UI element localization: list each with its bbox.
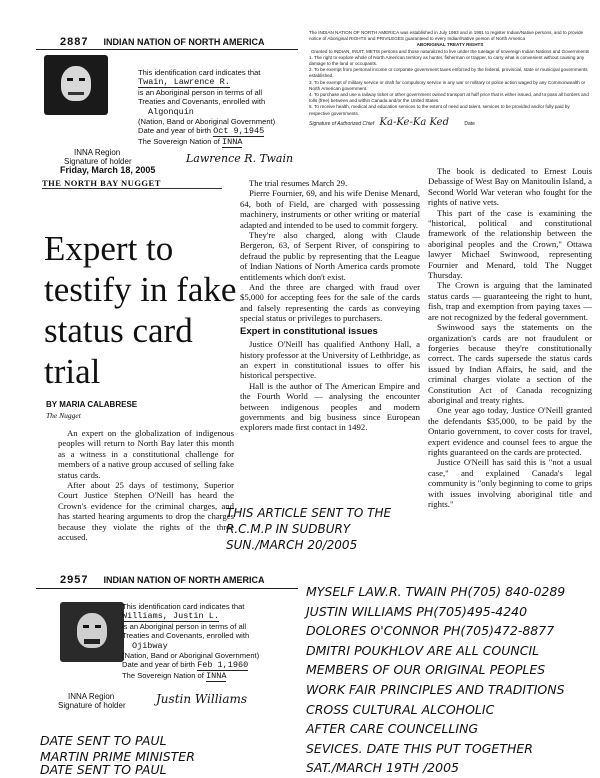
rights-item: 2. To be exempt from personal income or corporate government taxes enforced by the federal, provincial, state or municipal governments established. [309, 67, 588, 79]
paragraph: The book is dedicated to Ernest Louis Debassige of West Bay on Manitoulin Island, a Second World War veteran who fought for the rights of native vets. [428, 166, 592, 208]
rights-heading: ABORIGINAL TREATY RIGHTS [416, 42, 484, 48]
card-region: INNA Region [74, 148, 121, 157]
paragraph: Hall is the author of The American Empire and the Fourth World — analysing the encounter between indigenous peoples and modern governments and big business since European explorers made first contact in 1492. [240, 380, 420, 433]
holder-name: Twain, Lawrence R. [138, 77, 230, 88]
nation-caption: (Nation, Band or Aboriginal Government) [122, 651, 260, 661]
sovereign-label: The Sovereign Nation of [122, 670, 204, 680]
paragraph: The trial resumes March 29. [249, 178, 348, 188]
id-card-top [36, 30, 298, 165]
card-header [60, 574, 265, 586]
card-nation-title: INDIAN NATION OF NORTH AMERICA [103, 37, 265, 47]
paragraph: Pierre Fournier, 69, and his wife Denise Menard, 64, both of Field, are charged with possessing machinery, instruments or other writing or material adapted and intended to be used to commit forgery. [240, 188, 420, 230]
holder-signature: Justin Williams [156, 692, 248, 706]
paragraph: Justice O'Neill has said this is "not a usual case," and explained Canada's legal community is "only beginning to come to grips with issues involving aboriginal title and rights." [428, 457, 593, 509]
holder-nation: Ojibway [132, 640, 168, 651]
rights-item: 3. To be exempt of military service or draft for compulsory service in any war or military or police action waged by any Commonwealth or North American government. [309, 79, 586, 91]
holder-signature: Lawrence R. Twain [186, 152, 294, 165]
handwritten-bottom-note-2: DATE SENT TO PAUL [40, 762, 167, 777]
card-intro: This identification card indicates that [138, 68, 261, 77]
paragraph: After about 25 days of testimony, Superior Court Justice Stephen O'Neill has heard the Crown's evidence for the criminal charges, and has started hearing arguments to drop the charges because they violate the rights of the three accused. [58, 480, 234, 543]
card-region: INNA Region [68, 692, 115, 701]
newspaper-name: THE NORTH BAY NUGGET [42, 178, 222, 189]
card-line-treaties: Treaties and Covenants, enrolled with [138, 97, 266, 107]
card-header [60, 36, 265, 48]
paragraph: They're also charged, along with Claude Bergeron, 63, of Serpent River, of conspiring to defraud the public by representing that the League of Indian Nations of North America cards promote entitlements which don't exist. [240, 230, 420, 282]
rights-intro: The INDIAN NATION OF NORTH AMERICA was established in July 1993 and in 1991 to register Indian/Native persons, and to provide notice of Aboriginal RIGHTS and PRIVILEGES guaranteed to every Indian/Native person of North America [309, 30, 584, 42]
holder-sig-label: Signature of holder [58, 701, 126, 710]
holder-photo [44, 55, 108, 115]
holder-photo [60, 602, 124, 662]
handwritten-bottom-note: DATE SENT TO PAUL MARTIN PRIME MINISTER [40, 733, 195, 764]
nation-caption: (Nation, Band or Aboriginal Government) [138, 117, 276, 127]
rights-item: 1. The right to explore whole of North American territory as hunter, fisherman or trapper, to carry what is convenient without causing any damage to the land or occupants. [309, 54, 585, 67]
paragraph: Swinwood says the statements on the organization's cards are not fraudulent or forgeries because they're constitutionally correct. The cards supersede the status cards issued by Indian Affairs, he said, and the criminal charges violate a section of the Constitution Act of Canada recognizing aboriginal and treaty rights. [428, 322, 592, 405]
dob-label: Date and year of birth [138, 126, 212, 136]
holder-dob: Feb 1,1960 [197, 660, 249, 671]
handwritten-contacts: MYSELF LAW.R. TWAIN PH(705) 840-0289 JUSTIN WILLIAMS PH(705)495-4240 DOLORES O'CONNOR PH(705)472-8877 DMITRI POUKHLOV ARE ALL COUNCIL MEMBERS OF OUR ORIGINAL PEOPLES WORK FAIR PRINCIPLES AND TRADITIONS CROSS CULTURAL ALCOHOLIC AFTER CARE COUNCELLING SEVICES. DATE THIS PUT TOGETHER SAT./MARCH 19TH /2005 [306, 584, 566, 776]
holder-name: Williams, Justin L. [122, 611, 219, 622]
date-label: Date [464, 120, 475, 127]
holder-dob: Oct 9,1945 [213, 126, 265, 137]
card-number: 2887 [60, 36, 89, 48]
article-subhead: Expert in constitutional issues [240, 325, 378, 337]
rights-item: 4. To purchase and use a railway ticket or other government owned transport at half price that is either issued, and to pass all borders and tolls (free) between and within Canada and/or the United States. [309, 92, 589, 104]
aboriginal-rights-text [309, 30, 591, 127]
rights-item: 5. To receive health, medical and education services to the extent of need and talent, services to be provided and/or fully paid by respective governments. [309, 104, 570, 116]
holder-sig-label: Signature of holder [64, 157, 132, 166]
article-column-3 [428, 166, 592, 509]
dob-label: Date and year of birth [122, 660, 196, 670]
sovereign-label: The Sovereign Nation of [138, 136, 220, 146]
paragraph: This part of the case is examining the "historical, political and constitutional framework of the relationship between the aboriginal peoples and the Crown," Ottawa lawyer Michael Swinwood, representing Fournier and Menard, told The Nugget Thursday. [428, 207, 592, 281]
article-dateline: Friday, March 18, 2005 [60, 165, 156, 175]
article-byline: BY MARIA CALABRESE [46, 400, 138, 409]
card-line-aboriginal: is an Aboriginal person in terms of all [138, 87, 263, 97]
card-intro: This identification card indicates that [122, 602, 245, 611]
paragraph: An expert on the globalization of indigenous peoples will return to North Bay later this month as a witness in a constitutional challenge for members of a native group accused of selling fake status cards. [58, 428, 234, 480]
article-headline: Expert to testify in fake status card trial [44, 229, 237, 391]
authorized-signature: Ka-Ke-Ka Ked [379, 116, 449, 128]
rights-subheading: Granted to INDIAN, INUIT, METIS persons and those naturalized to live under the tutelage of sovereign Indian Nations and Governments [310, 48, 590, 54]
card-line-treaties: Treaties and Covenants, enrolled with [122, 631, 250, 641]
paragraph: And the three are charged with fraud over $5,000 for accepting fees for the sale of the cards and falsely representing the cards as conveying special status or privileges to purchasers. [240, 282, 420, 324]
id-card-bottom [36, 574, 298, 730]
holder-nation: Algonquin [148, 106, 194, 117]
article-column-2 [240, 178, 420, 433]
paragraph: One year ago today, Justice O'Neill granted the defendants $35,000, to be paid by the Ontario government, to cover costs for travel, expert evidence and counsel fees to argue the rights guaranteed on the cards are protected. [428, 405, 592, 457]
handwritten-article-note: THIS ARTICLE SENT TO THE R.C.M.P IN SUDBURY SUN./MARCH 20/2005 [226, 506, 392, 552]
card-number: 2957 [60, 574, 89, 586]
sovereign-value: INNA [222, 136, 243, 147]
paragraph: Justice O'Neill has qualified Anthony Hall, a history professor at the University of Lethbridge, as an expert in constitutional issues to offer his historical perspective. [240, 339, 420, 381]
article-source: The Nugget [46, 411, 81, 420]
card-line-aboriginal: is an Aboriginal person in terms of all [122, 621, 247, 631]
article-column-1 [58, 428, 234, 542]
authorized-label: Signature of Authorized Chief [309, 120, 375, 127]
paragraph: The Crown is arguing that the laminated status cards — guaranteeing the right to hunt, fish, trap and exemption from paying taxes — are not recognized by the federal government. [428, 280, 592, 322]
card-nation-title: INDIAN NATION OF NORTH AMERICA [103, 575, 265, 585]
sovereign-value: INNA [206, 670, 227, 681]
